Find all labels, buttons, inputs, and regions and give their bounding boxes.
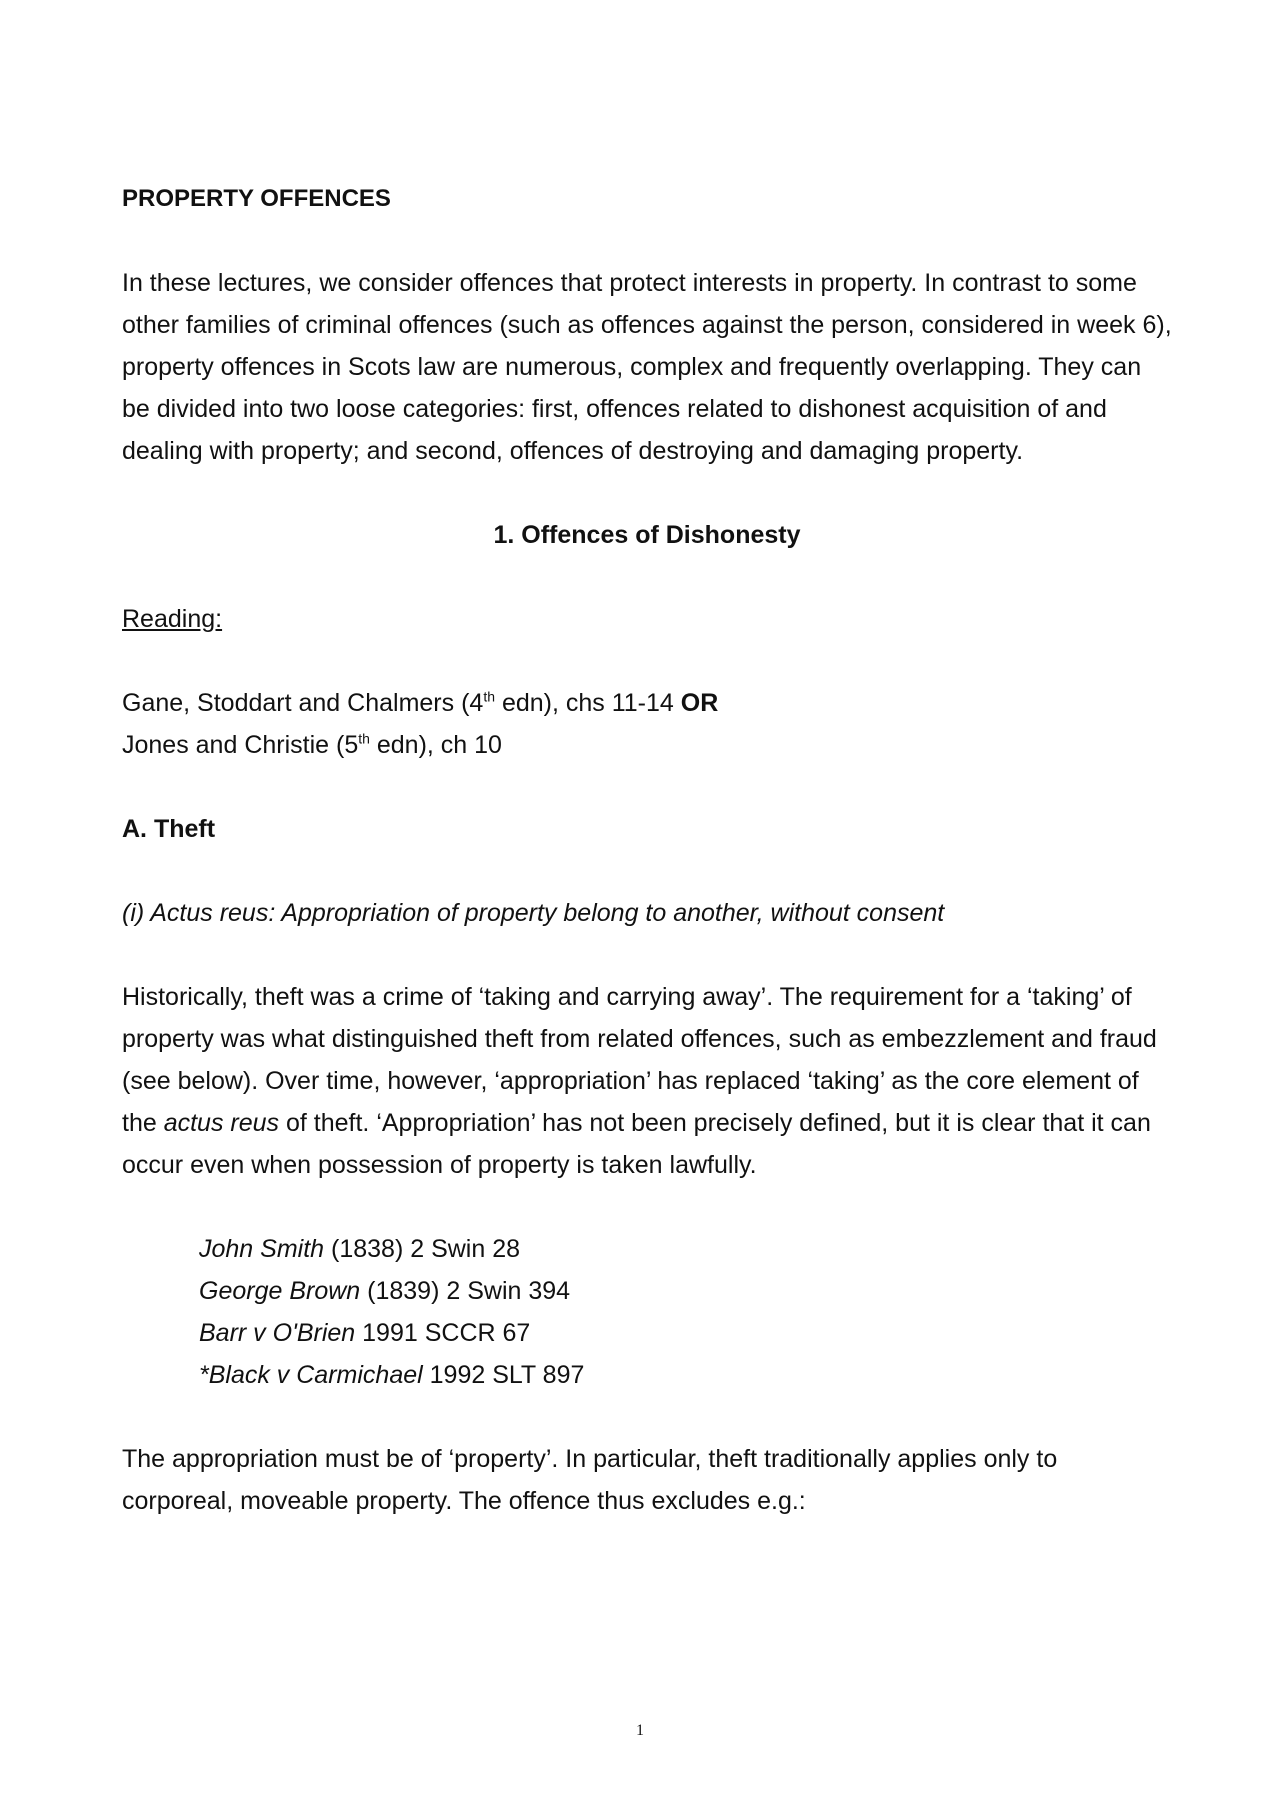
case-item: Barr v O'Brien 1991 SCCR 67 <box>199 1319 531 1347</box>
case-list <box>122 1228 1172 1396</box>
reading-item: Jones and Christie (5th edn), ch 10 <box>122 730 502 759</box>
property-paragraph: The appropriation must be of ‘property’. In particular, theft traditionally applies only to corporeal, moveable property. The offence thus excludes e.g.: <box>122 1445 1058 1515</box>
page-number: 1 <box>636 1722 644 1739</box>
intro-paragraph: In these lectures, we consider offences that protect interests in property. In contrast to some other families of criminal offences (such as offences against the person, considered in week 6), property offences in Scots law are numerous, complex and frequently overlapping. They can be divided into two loose categories: first, offences related to dishonest acquisition of and dealing with property; and second, offences of destroying and damaging property. <box>122 269 1172 465</box>
history-paragraph: Historically, theft was a crime of ‘taking and carrying away’. The requirement for a ‘taking’ of property was what distinguished theft from related offences, such as embezzlement and fraud (see below). Over time, however, ‘appropriation’ has replaced ‘taking’ as the core element of the actus reus of theft. ‘Appropriation’ has not been precisely defined, but it is clear that it can occur even when possession of property is taken lawfully. <box>122 983 1157 1179</box>
reading-label: Reading: <box>122 605 223 633</box>
case-item: George Brown (1839) 2 Swin 394 <box>199 1277 571 1305</box>
document-title: PROPERTY OFFENCES <box>122 185 391 212</box>
subheading-theft: A. Theft <box>122 815 216 843</box>
case-item: John Smith (1838) 2 Swin 28 <box>199 1235 521 1263</box>
section-heading: 1. Offences of Dishonesty <box>493 521 801 549</box>
reading-list <box>122 682 1172 766</box>
reading-item: Gane, Stoddart and Chalmers (4th edn), chs 11-14 OR <box>122 688 719 717</box>
document-body <box>122 178 1172 1564</box>
actus-reus-heading: (i) Actus reus: Appropriation of property belong to another, without consent <box>122 899 945 927</box>
case-item: *Black v Carmichael 1992 SLT 897 <box>199 1361 585 1389</box>
